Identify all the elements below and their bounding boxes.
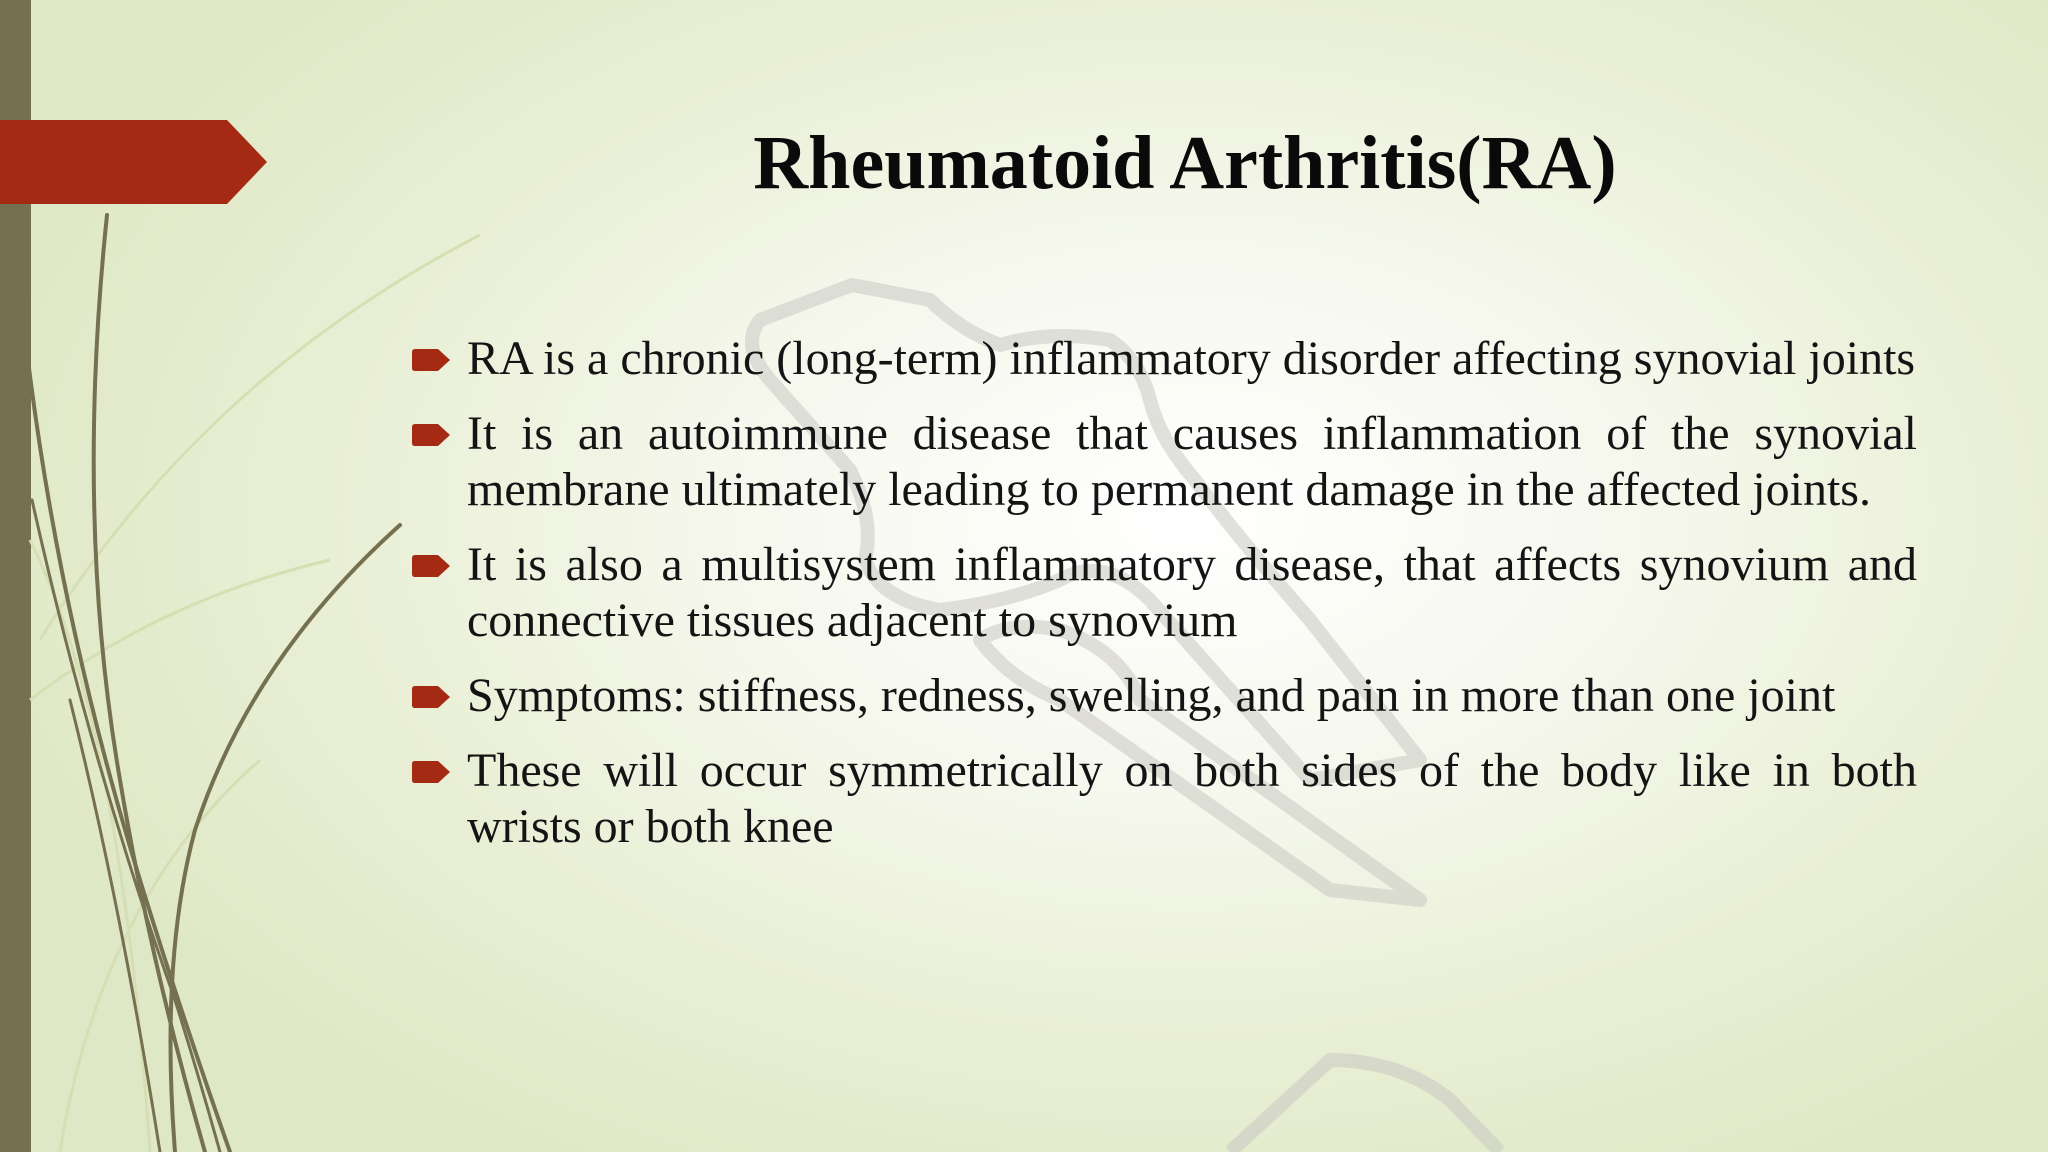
bullet-text: RA is a chronic (long-term) inflammatory disorder affecting synovial joints (467, 332, 1916, 385)
right-pointing-arrow-icon (412, 555, 450, 577)
bullet-item (412, 668, 1917, 724)
slide-title: Rheumatoid Arthritis(RA) (753, 121, 1617, 205)
bullet-list (412, 331, 1917, 874)
bullet-item (412, 743, 1917, 855)
bullet-item (412, 537, 1917, 649)
right-pointing-arrow-icon (412, 761, 450, 783)
title-accent-arrow (0, 120, 267, 204)
right-pointing-arrow-icon (412, 424, 450, 446)
right-pointing-arrow-icon (412, 686, 450, 708)
bullet-text: It is an autoimmune disease that causes inflammation of the synovial membrane ultimately leading to permanent damage in the affected joints. (467, 407, 1917, 516)
olive-strands (28, 215, 400, 1152)
bullet-text: It is also a multisystem inflammatory disease, that affects synovium and connective tissues adjacent to synovium (467, 538, 1917, 647)
right-pointing-arrow-icon (412, 349, 450, 371)
bullet-item (412, 331, 1917, 387)
bullet-item (412, 406, 1917, 518)
bullet-text: These will occur symmetrically on both sides of the body like in both wrists or both knee (467, 744, 1917, 853)
bullet-text: Symptoms: stiffness, redness, swelling, and pain in more than one joint (467, 669, 1836, 722)
